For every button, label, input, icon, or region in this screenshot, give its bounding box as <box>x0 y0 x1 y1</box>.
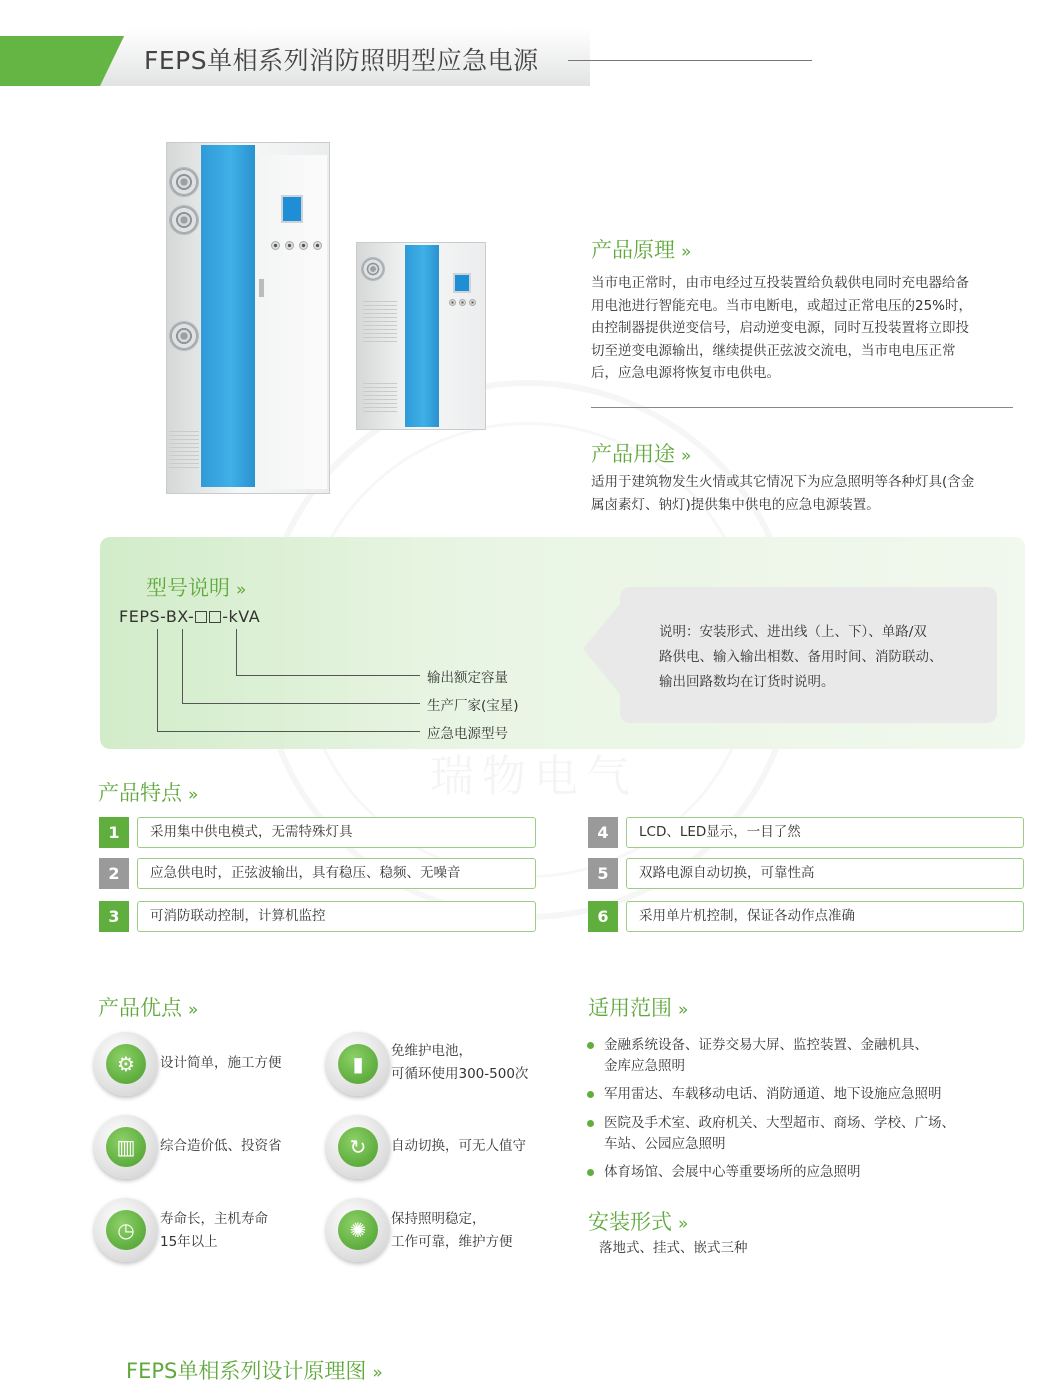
feature-number: 1 <box>99 817 129 848</box>
scope-line: 金融系统设备、证券交易大屏、监控装置、金融机具、 <box>604 1037 928 1053</box>
watermark-text <box>430 740 638 804</box>
feature-text: 双路电源自动切换，可靠性高 <box>626 858 1024 889</box>
principle-heading-text: 产品原理 <box>591 238 675 262</box>
feature-number: 2 <box>99 858 129 889</box>
principle-text <box>591 272 1021 385</box>
scope-heading <box>588 992 686 1022</box>
placeholder-box <box>209 611 221 623</box>
advantages-heading <box>98 992 196 1022</box>
model-label-type: 应急电源型号 <box>427 726 508 742</box>
bullet-icon <box>587 1120 594 1127</box>
battery-icon: ▮ <box>326 1032 390 1096</box>
leader-line <box>236 629 237 676</box>
scope-line: 体育场馆、会展中心等重要场所的应急照明 <box>604 1164 861 1180</box>
advantage-line: 保持照明稳定， <box>391 1211 486 1227</box>
feature-item <box>99 901 536 932</box>
advantage-text <box>160 1135 282 1158</box>
advantage-line: 免维护电池， <box>391 1043 472 1059</box>
gears-icon: ⚙ <box>94 1032 158 1096</box>
chevron-icon: » <box>678 1000 687 1020</box>
chevron-icon: » <box>681 242 690 262</box>
vent-grille <box>363 301 397 345</box>
scope-item <box>590 1162 1000 1183</box>
install-text: 落地式、挂式、嵌式三种 <box>599 1240 748 1256</box>
scope-line: 医院及手术室、政府机关、大型超市、商场、学校、广场、 <box>604 1115 955 1131</box>
advantage-line: 综合造价低、投资省 <box>160 1138 282 1154</box>
advantage-line: 自动切换，可无人值守 <box>391 1138 526 1154</box>
feature-item <box>99 858 536 889</box>
scope-item <box>590 1084 1000 1105</box>
advantage-text <box>160 1052 282 1075</box>
small-cabinet <box>356 242 486 430</box>
knob <box>313 241 322 250</box>
chevron-icon: » <box>681 446 690 466</box>
advantages-heading-text: 产品优点 <box>98 996 182 1020</box>
cabinet-door-blue <box>405 245 439 427</box>
feature-text: 应急供电时，正弦波输出，具有稳压、稳频、无噪音 <box>137 858 536 889</box>
note-line: 说明：安装形式、进出线（上、下）、单路/双 <box>659 624 927 640</box>
knob <box>285 241 294 250</box>
knob <box>469 299 476 306</box>
feature-text: 可消防联动控制，计算机监控 <box>137 901 536 932</box>
refresh-icon: ↻ <box>326 1115 390 1179</box>
install-heading <box>588 1206 686 1236</box>
advantage-text <box>391 1040 528 1086</box>
usage-line: 适用于建筑物发生火情或其它情况下为应急照明等各种灯具(含金 <box>591 474 975 490</box>
footer-heading <box>126 1355 381 1385</box>
model-code-prefix: FEPS-BX- <box>119 607 195 626</box>
scope-heading-text: 适用范围 <box>588 996 672 1020</box>
leader-line <box>157 629 158 732</box>
leader-line <box>236 675 420 676</box>
note-line: 路供电、输入输出相数、备用时间、消防联动、 <box>659 649 943 665</box>
principle-line: 当市电正常时，由市电经过互投装置给负载供电同时充电器给备 <box>591 275 969 291</box>
knob <box>271 241 280 250</box>
feature-text: 采用集中供电模式，无需特殊灯具 <box>137 817 536 848</box>
feature-item <box>588 817 1024 848</box>
advantage-text <box>391 1208 513 1254</box>
feature-number: 6 <box>588 901 618 932</box>
bullet-icon <box>587 1091 594 1098</box>
usage-heading-text: 产品用途 <box>591 442 675 466</box>
principle-line: 切至逆变电源输出，继续提供正弦波交流电，当市电电压正常 <box>591 342 956 359</box>
lightbulb-icon: ✺ <box>326 1198 390 1262</box>
chevron-icon: » <box>188 1000 197 1020</box>
scope-line: 金库应急照明 <box>604 1058 685 1074</box>
advantage-line: 15年以上 <box>160 1234 218 1250</box>
chevron-icon: » <box>188 785 197 805</box>
feature-text: LCD、LED显示，一目了然 <box>626 817 1024 848</box>
feature-number: 4 <box>588 817 618 848</box>
leader-line <box>157 731 420 732</box>
advantage-text <box>391 1135 526 1158</box>
usage-heading <box>591 438 689 468</box>
fan-icon <box>169 167 199 197</box>
bar-chart-icon: ▥ <box>94 1115 158 1179</box>
fan-icon <box>361 257 385 281</box>
page-title: FEPS单相系列消防照明型应急电源 <box>144 46 539 75</box>
model-heading <box>146 572 244 602</box>
note-text <box>659 620 979 695</box>
vent-grille <box>169 431 199 471</box>
knob <box>459 299 466 306</box>
feature-number: 3 <box>99 901 129 932</box>
model-code-suffix: -kVA <box>222 607 261 626</box>
advantage-line: 设计简单，施工方便 <box>160 1055 282 1071</box>
usage-text <box>591 471 1021 516</box>
footer-heading-text: FEPS单相系列设计原理图 <box>126 1359 367 1383</box>
leader-line <box>182 703 420 704</box>
chevron-icon: » <box>372 1363 381 1383</box>
lcd-display <box>281 195 303 223</box>
placeholder-box <box>195 611 207 623</box>
features-heading-text: 产品特点 <box>98 781 182 805</box>
model-label-manufacturer: 生产厂家(宝星) <box>427 698 519 714</box>
fan-icon <box>169 205 199 235</box>
bullet-icon <box>587 1042 594 1049</box>
advantage-line: 工作可靠，维护方便 <box>391 1234 513 1250</box>
chevron-icon: » <box>678 1214 687 1234</box>
cabinet-door-blue <box>201 145 255 487</box>
advantage-line: 可循环使用300-500次 <box>391 1066 529 1082</box>
large-cabinet <box>166 142 330 494</box>
feature-number: 5 <box>588 858 618 889</box>
header-rule <box>568 60 812 61</box>
principle-line: 后，应急电源将恢复市电供电。 <box>591 365 780 381</box>
model-label-capacity: 输出额定容量 <box>427 670 508 686</box>
model-code <box>119 607 260 626</box>
clock-icon: ◷ <box>94 1198 158 1262</box>
scope-item <box>590 1035 1000 1077</box>
knob <box>299 241 308 250</box>
features-heading <box>98 777 196 807</box>
scope-item <box>590 1113 1000 1155</box>
feature-item <box>588 858 1024 889</box>
feature-item <box>588 901 1024 932</box>
principle-line: 用电池进行智能充电。当市电断电，或超过正常电压的25%时， <box>591 297 973 314</box>
advantage-text <box>160 1208 268 1254</box>
leader-line <box>182 629 183 704</box>
note-line: 输出回路数均在订货时说明。 <box>659 674 835 690</box>
usage-line: 属卤素灯、钠灯)提供集中供电的应急电源装置。 <box>591 496 880 513</box>
knob <box>449 299 456 306</box>
fan-icon <box>169 321 199 351</box>
lcd-display <box>453 273 471 293</box>
scope-line: 车站、公园应急照明 <box>604 1136 726 1152</box>
principle-line: 由控制器提供逆变信号，启动逆变电源，同时互投装置将立即投 <box>591 320 969 336</box>
bullet-icon <box>587 1169 594 1176</box>
vent-grille <box>363 383 397 413</box>
door-handle <box>259 279 264 297</box>
install-heading-text: 安装形式 <box>588 1210 672 1234</box>
feature-item <box>99 817 536 848</box>
feature-text: 采用单片机控制，保证各动作点准确 <box>626 901 1024 932</box>
model-heading-text: 型号说明 <box>146 576 230 600</box>
principle-heading <box>591 234 689 264</box>
section-divider <box>591 407 1013 408</box>
scope-line: 军用雷达、车载移动电话、消防通道、地下设施应急照明 <box>604 1086 942 1102</box>
advantage-line: 寿命长，主机寿命 <box>160 1211 268 1227</box>
chevron-icon: » <box>236 580 245 600</box>
